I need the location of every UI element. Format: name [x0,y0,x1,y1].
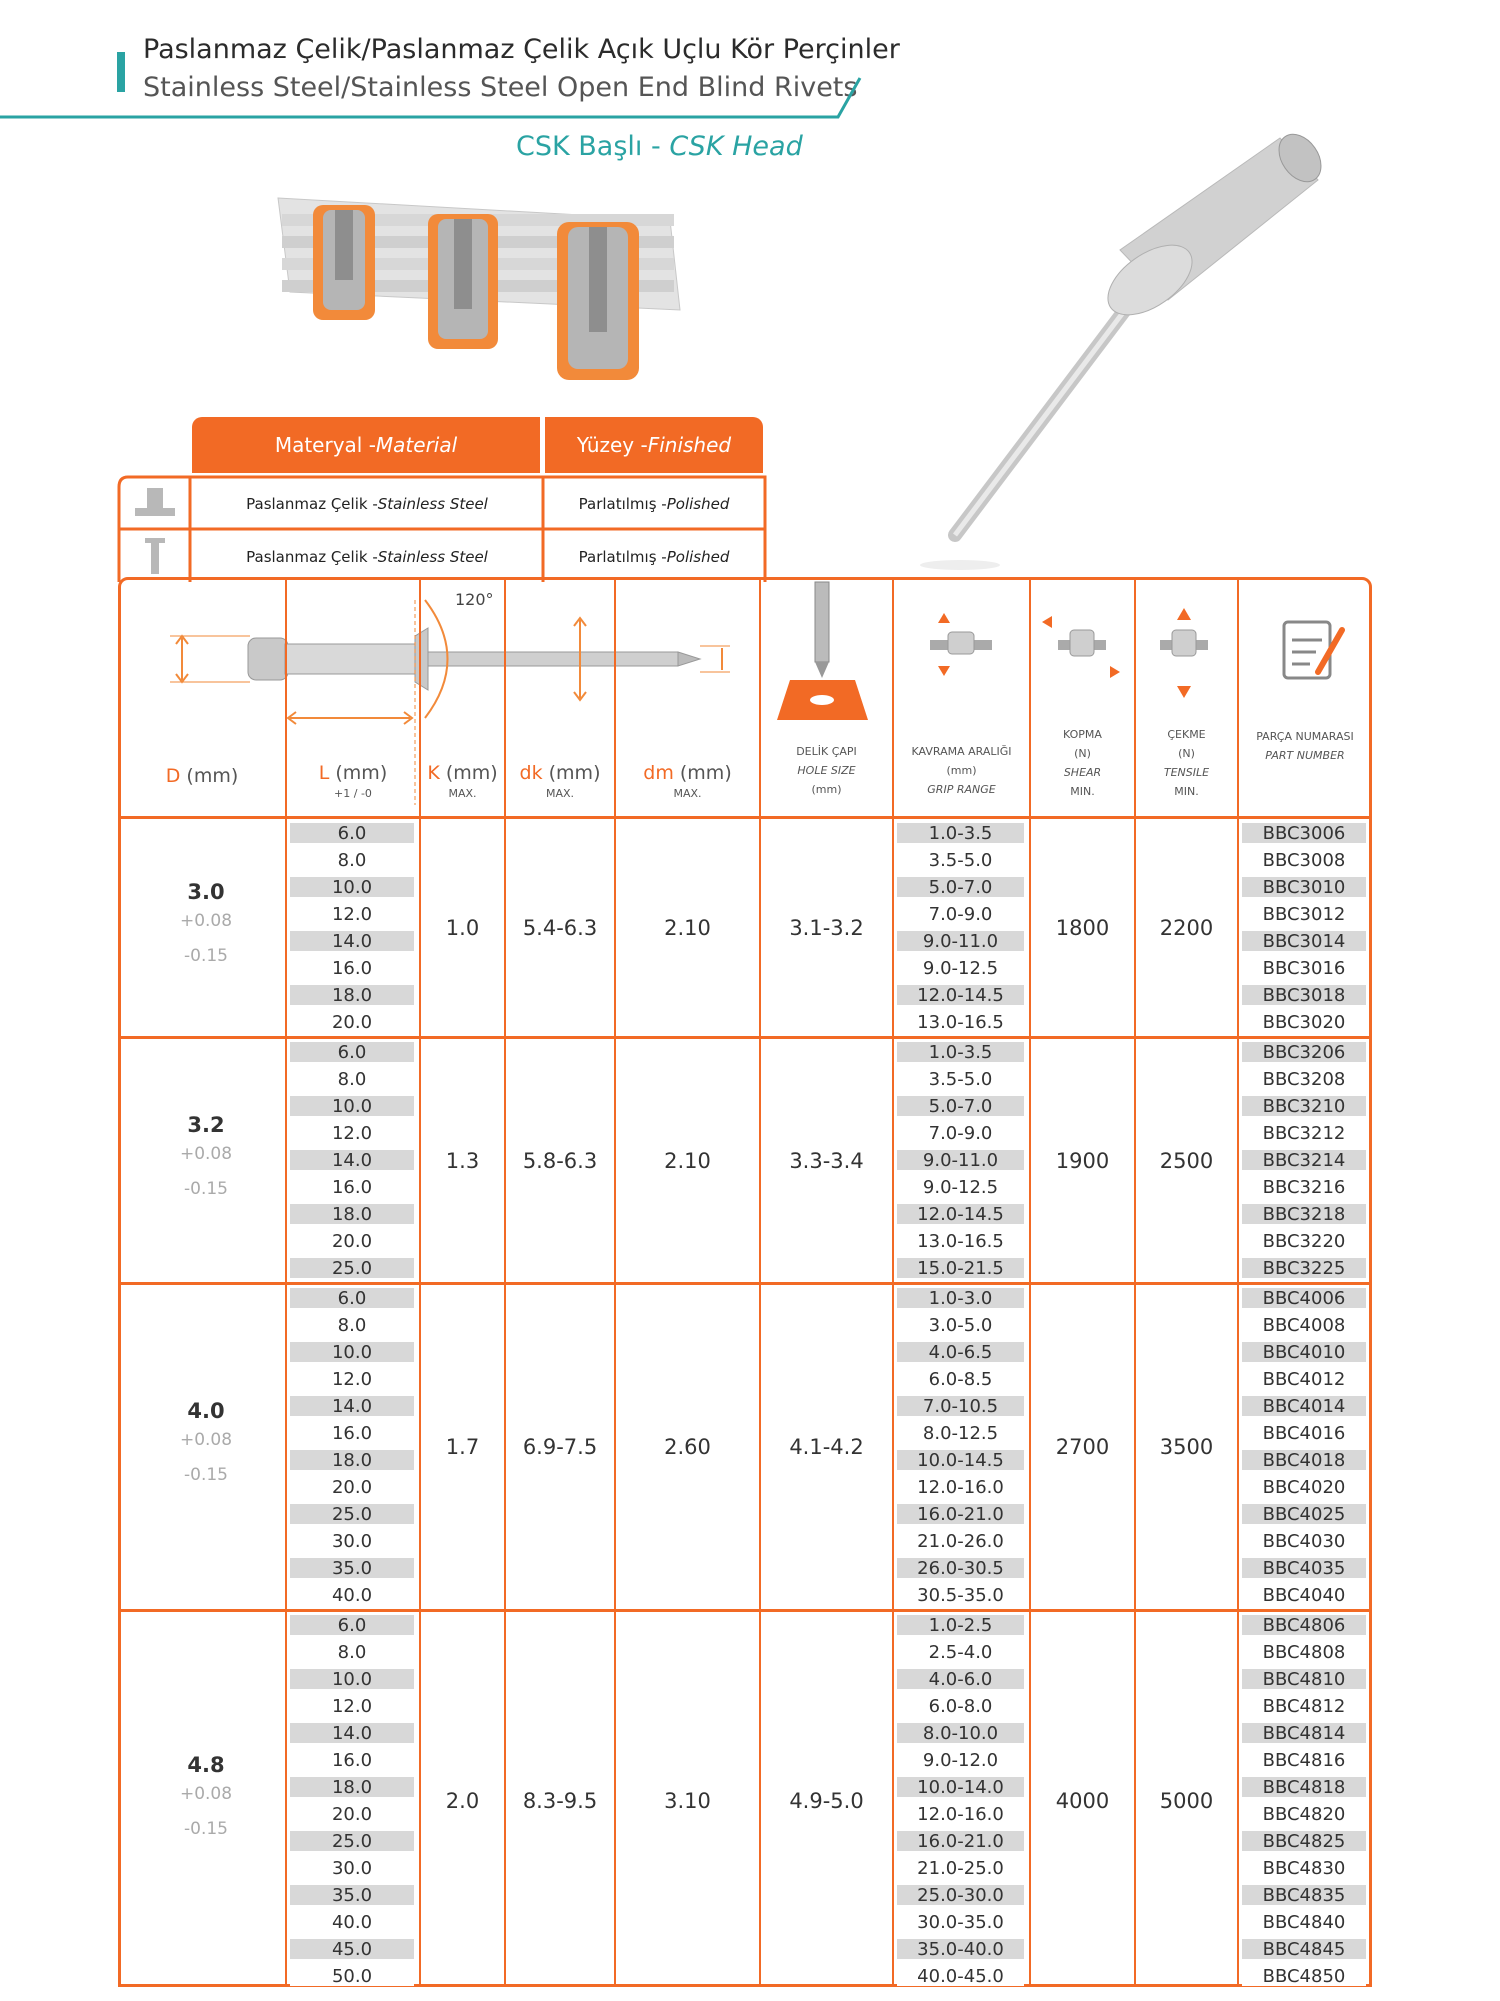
column-header-l-name: L [318,762,330,784]
hole-value: 3.1-3.2 [789,916,864,940]
grip-range-cell: 9.0-12.0 [897,1750,1024,1770]
tensile-value: 3500 [1159,1435,1214,1459]
length-cell: 14.0 [290,1396,414,1416]
length-cell: 35.0 [290,1885,414,1905]
column-header-tensile-l1: ÇEKME [1167,728,1206,741]
dk-value: 5.4-6.3 [522,916,598,940]
dm-value: 2.10 [664,916,711,940]
diameter-cell [180,880,232,974]
part-number-cell: BBC3214 [1242,1150,1366,1170]
grip-range-cell: 25.0-30.0 [897,1885,1024,1905]
length-cell: 16.0 [290,958,414,978]
grip-range-cell: 16.0-21.0 [897,1504,1024,1524]
grip-range-cell: 21.0-26.0 [897,1531,1024,1551]
diameter-tolerance-plus: +0.08 [179,1784,233,1804]
length-cell: 10.0 [290,1096,414,1116]
column-header-grip-l2: (mm) [946,764,977,777]
length-cell: 25.0 [290,1504,414,1524]
part-number-cell: BBC3018 [1242,985,1366,1005]
page-title-en: Stainless Steel/Stainless Steel Open End Blind Rivets [143,72,858,103]
length-cell: 30.0 [290,1531,414,1551]
length-cell: 10.0 [290,1669,414,1689]
length-cell: 8.0 [290,1069,414,1089]
grip-range-cell: 4.0-6.5 [897,1342,1024,1362]
k-value: 1.3 [445,1148,480,1173]
grip-range-cell: 13.0-16.5 [897,1012,1024,1032]
part-number-cell: BBC4035 [1242,1558,1366,1578]
grip-range-icon [930,613,992,676]
grip-range-cell: 40.0-45.0 [897,1966,1024,1986]
grip-range-cell: 9.0-11.0 [897,1150,1024,1170]
tensile-value: 2200 [1159,916,1214,940]
column-header-grip [893,742,1030,799]
diameter-value: 3.2 [187,1112,225,1137]
finish-header-tr: Yüzey - [576,433,648,457]
hole-size-icon [777,582,868,720]
dm-value: 2.60 [664,1435,711,1459]
part-number-cell: BBC3218 [1242,1204,1366,1224]
part-number-cell: BBC3220 [1242,1231,1366,1251]
column-header-tensile [1135,725,1238,801]
column-header-shear-l4: MIN. [1070,785,1095,798]
diameter-tolerance-minus: -0.15 [183,1819,228,1839]
grip-range-cell: 7.0-9.0 [897,904,1024,924]
grip-range-cell: 12.0-14.5 [897,1204,1024,1224]
column-header-part-l2: PART NUMBER [1265,749,1345,762]
column-header-hole-l1: DELİK ÇAPI [796,745,857,758]
tensile-value: 5000 [1159,1789,1214,1813]
grip-range-cell: 10.0-14.5 [897,1450,1024,1470]
column-header-tensile-l4: MIN. [1174,785,1199,798]
subtitle-tr: CSK Başlı - [516,131,670,162]
grip-range-cell: 15.0-21.5 [897,1258,1024,1278]
k-value: 1.0 [445,916,480,940]
diameter-tolerance-minus: -0.15 [183,946,228,966]
material-row-2-finish-en: Polished [666,548,730,566]
part-number-icon [1284,622,1342,678]
grip-range-cell: 6.0-8.0 [897,1696,1024,1716]
page-title-tr: Paslanmaz Çelik/Paslanmaz Çelik Açık Uçlu Kör Perçinler [143,34,900,65]
column-header-tensile-l3: TENSILE [1163,766,1210,779]
material-row-1-finish-tr: Parlatılmış - [578,495,667,513]
column-header-dk-unit: (mm) [542,762,601,784]
group-divider [118,1036,1372,1039]
part-number-cell: BBC3225 [1242,1258,1366,1278]
material-header-tr: Materyal - [274,433,376,457]
column-header-part-l1: PARÇA NUMARASI [1256,730,1354,743]
grip-range-cell: 8.0-10.0 [897,1723,1024,1743]
shear-value: 1800 [1055,916,1110,940]
length-cell: 14.0 [290,1150,414,1170]
column-header-dk-name: dk [519,762,543,784]
diameter-value: 4.8 [187,1753,225,1777]
part-number-cell: BBC3010 [1242,877,1366,897]
column-header-dm-unit: (mm) [673,762,732,784]
length-cell: 8.0 [290,850,414,870]
part-number-cell: BBC3020 [1242,1012,1366,1032]
length-cell: 14.0 [290,1723,414,1743]
length-cell: 18.0 [290,1204,414,1224]
column-header-hole-l2: HOLE SIZE [797,764,856,777]
column-header-d [118,765,286,787]
part-number-cell: BBC4845 [1242,1939,1366,1959]
angle-label: 120° [455,590,494,609]
diameter-value: 3.0 [187,880,225,904]
part-number-cell: BBC4012 [1242,1369,1366,1389]
material-row-1-material-en: Stainless Steel [377,495,488,513]
hole-value: 4.1-4.2 [789,1435,864,1459]
part-number-cell: BBC4814 [1242,1723,1366,1743]
grip-range-cell: 16.0-21.0 [897,1831,1024,1851]
part-number-cell: BBC4810 [1242,1669,1366,1689]
finish-header-en: Finished [647,433,732,457]
length-cell: 20.0 [290,1477,414,1497]
grip-range-cell: 5.0-7.0 [897,877,1024,897]
part-number-cell: BBC3216 [1242,1177,1366,1197]
part-number-cell: BBC4818 [1242,1777,1366,1797]
grip-range-cell: 7.0-9.0 [897,1123,1024,1143]
column-header-dk-sub: MAX. [545,787,575,800]
column-header-shear [1030,725,1135,801]
part-number-cell: BBC4018 [1242,1450,1366,1470]
part-number-cell: BBC4840 [1242,1912,1366,1932]
part-number-cell: BBC4806 [1242,1615,1366,1635]
diameter-tolerance-minus: -0.15 [183,1465,228,1485]
grip-range-cell: 3.5-5.0 [897,1069,1024,1089]
part-number-cell: BBC3008 [1242,850,1366,870]
part-number-cell: BBC4816 [1242,1750,1366,1770]
length-cell: 14.0 [290,931,414,951]
part-number-cell: BBC3208 [1242,1069,1366,1089]
length-cell: 40.0 [290,1912,414,1932]
tensile-icon [1160,608,1208,698]
group-divider [118,1282,1372,1285]
length-cell: 10.0 [290,877,414,897]
length-cell: 16.0 [290,1750,414,1770]
column-header-l-unit: (mm) [329,762,388,784]
grip-range-cell: 7.0-10.5 [897,1396,1024,1416]
k-value: 2.0 [445,1789,480,1813]
shear-value: 1900 [1055,1148,1110,1173]
part-number-cell: BBC4812 [1242,1696,1366,1716]
diameter-cell [180,1399,232,1493]
column-header-shear-l1: KOPMA [1063,728,1102,741]
length-cell: 35.0 [290,1558,414,1578]
grip-range-cell: 9.0-12.5 [897,1177,1024,1197]
column-header-l-sub: +1 / -0 [334,787,372,800]
length-cell: 20.0 [290,1804,414,1824]
dm-value: 3.10 [664,1789,711,1813]
column-header-k-sub: MAX. [448,787,477,800]
length-cell: 50.0 [290,1966,414,1986]
length-cell: 18.0 [290,985,414,1005]
part-number-cell: BBC4006 [1242,1288,1366,1308]
diameter-tolerance-plus: +0.08 [179,911,233,931]
column-header-dm-sub: MAX. [673,787,702,800]
grip-range-cell: 12.0-16.0 [897,1477,1024,1497]
part-number-cell: BBC3210 [1242,1096,1366,1116]
grip-range-cell: 3.5-5.0 [897,850,1024,870]
material-row-1-finish-en: Polished [666,495,730,513]
material-row-2-finish-tr: Parlatılmış - [578,548,667,566]
grip-range-cell: 21.0-25.0 [897,1858,1024,1878]
column-header-k [420,762,505,803]
header-divider [118,816,1372,819]
hole-value: 3.3-3.4 [789,1148,864,1173]
length-cell: 18.0 [290,1450,414,1470]
length-cell: 6.0 [290,1615,414,1635]
grip-range-cell: 8.0-12.5 [897,1423,1024,1443]
column-header-shear-l3: SHEAR [1063,766,1102,779]
diameter-tolerance-minus: -0.15 [183,1178,228,1199]
dk-value: 5.8-6.3 [522,1148,598,1173]
length-cell: 6.0 [290,1288,414,1308]
material-header-en: Material [375,433,458,457]
grip-range-cell: 9.0-12.5 [897,958,1024,978]
column-header-k-unit: (mm) [439,762,498,784]
column-header-dm [615,762,760,803]
spec-table-header-illustrations [0,0,1500,820]
length-cell: 8.0 [290,1642,414,1662]
grip-range-cell: 4.0-6.0 [897,1669,1024,1689]
hole-value: 4.9-5.0 [789,1789,864,1813]
grip-range-cell: 5.0-7.0 [897,1096,1024,1116]
column-header-grip-l1: KAVRAMA ARALIĞI [911,745,1012,758]
length-cell: 25.0 [290,1258,414,1278]
dm-value: 2.10 [664,1148,711,1173]
grip-range-cell: 30.0-35.0 [897,1912,1024,1932]
column-header-dm-name: dm [643,762,674,784]
grip-range-cell: 10.0-14.0 [897,1777,1024,1797]
length-cell: 40.0 [290,1585,414,1605]
part-number-cell: BBC3016 [1242,958,1366,978]
part-number-cell: BBC3206 [1242,1042,1366,1062]
part-number-cell: BBC3012 [1242,904,1366,924]
diameter-cell [180,1753,232,1847]
length-cell: 16.0 [290,1177,414,1197]
column-header-d-name: D [165,765,181,787]
grip-range-cell: 2.5-4.0 [897,1642,1024,1662]
grip-range-cell: 1.0-3.5 [897,823,1024,843]
shear-value: 2700 [1055,1435,1110,1459]
length-cell: 12.0 [290,904,414,924]
part-number-cell: BBC4008 [1242,1315,1366,1335]
grip-range-cell: 30.5-35.0 [897,1585,1024,1605]
length-cell: 18.0 [290,1777,414,1797]
length-cell: 6.0 [290,823,414,843]
part-number-cell: BBC4030 [1242,1531,1366,1551]
column-header-tensile-l2: (N) [1178,747,1195,760]
part-number-cell: BBC3006 [1242,823,1366,843]
grip-range-cell: 12.0-16.0 [897,1804,1024,1824]
column-header-part [1238,727,1372,765]
column-header-k-name: K [427,762,440,784]
grip-range-cell: 6.0-8.5 [897,1369,1024,1389]
material-row-1-material-tr: Paslanmaz Çelik - [246,495,378,513]
length-cell: 30.0 [290,1858,414,1878]
column-header-hole-l3: (mm) [811,783,842,796]
part-number-cell: BBC4820 [1242,1804,1366,1824]
column-header-shear-l2: (N) [1074,747,1091,760]
part-number-cell: BBC4825 [1242,1831,1366,1851]
part-number-cell: BBC3212 [1242,1123,1366,1143]
grip-range-cell: 35.0-40.0 [897,1939,1024,1959]
length-cell: 12.0 [290,1123,414,1143]
column-header-grip-l3: GRIP RANGE [927,783,996,796]
subtitle-en: CSK Head [669,131,803,162]
shear-value: 4000 [1055,1789,1110,1813]
grip-range-cell: 9.0-11.0 [897,931,1024,951]
grip-range-cell: 26.0-30.5 [897,1558,1024,1578]
dk-value: 8.3-9.5 [522,1789,598,1813]
diameter-tolerance-plus: +0.08 [179,1430,233,1450]
length-cell: 10.0 [290,1342,414,1362]
length-cell: 12.0 [290,1696,414,1716]
length-cell: 45.0 [290,1939,414,1959]
column-header-l [286,762,420,803]
tensile-value: 2500 [1159,1148,1214,1173]
diameter-tolerance-plus: +0.08 [179,1143,233,1164]
grip-range-cell: 3.0-5.0 [897,1315,1024,1335]
grip-range-cell: 13.0-16.5 [897,1231,1024,1251]
part-number-cell: BBC4016 [1242,1423,1366,1443]
group-divider [118,1609,1372,1612]
part-number-cell: BBC4830 [1242,1858,1366,1878]
part-number-cell: BBC3014 [1242,931,1366,951]
material-row-2-material-tr: Paslanmaz Çelik - [246,548,378,566]
part-number-cell: BBC4025 [1242,1504,1366,1524]
part-number-cell: BBC4850 [1242,1966,1366,1986]
grip-range-cell: 1.0-3.5 [897,1042,1024,1062]
part-number-cell: BBC4040 [1242,1585,1366,1605]
part-number-cell: BBC4835 [1242,1885,1366,1905]
part-number-cell: BBC4010 [1242,1342,1366,1362]
material-row-2-material-en: Stainless Steel [377,548,488,566]
part-number-cell: BBC4808 [1242,1642,1366,1662]
length-cell: 8.0 [290,1315,414,1335]
dk-value: 6.9-7.5 [522,1435,598,1459]
grip-range-cell: 12.0-14.5 [897,985,1024,1005]
length-cell: 6.0 [290,1042,414,1062]
diameter-cell [180,1113,232,1207]
column-header-d-unit: (mm) [180,765,239,787]
grip-range-cell: 1.0-2.5 [897,1615,1024,1635]
diameter-value: 4.0 [187,1399,225,1423]
k-value: 1.7 [445,1435,480,1459]
length-cell: 20.0 [290,1012,414,1032]
column-header-hole [760,742,893,799]
length-cell: 12.0 [290,1369,414,1389]
length-cell: 20.0 [290,1231,414,1251]
length-cell: 16.0 [290,1423,414,1443]
shear-icon [1042,616,1120,678]
part-number-cell: BBC4020 [1242,1477,1366,1497]
column-header-dk [505,762,615,803]
length-cell: 25.0 [290,1831,414,1851]
part-number-cell: BBC4014 [1242,1396,1366,1416]
grip-range-cell: 1.0-3.0 [897,1288,1024,1308]
